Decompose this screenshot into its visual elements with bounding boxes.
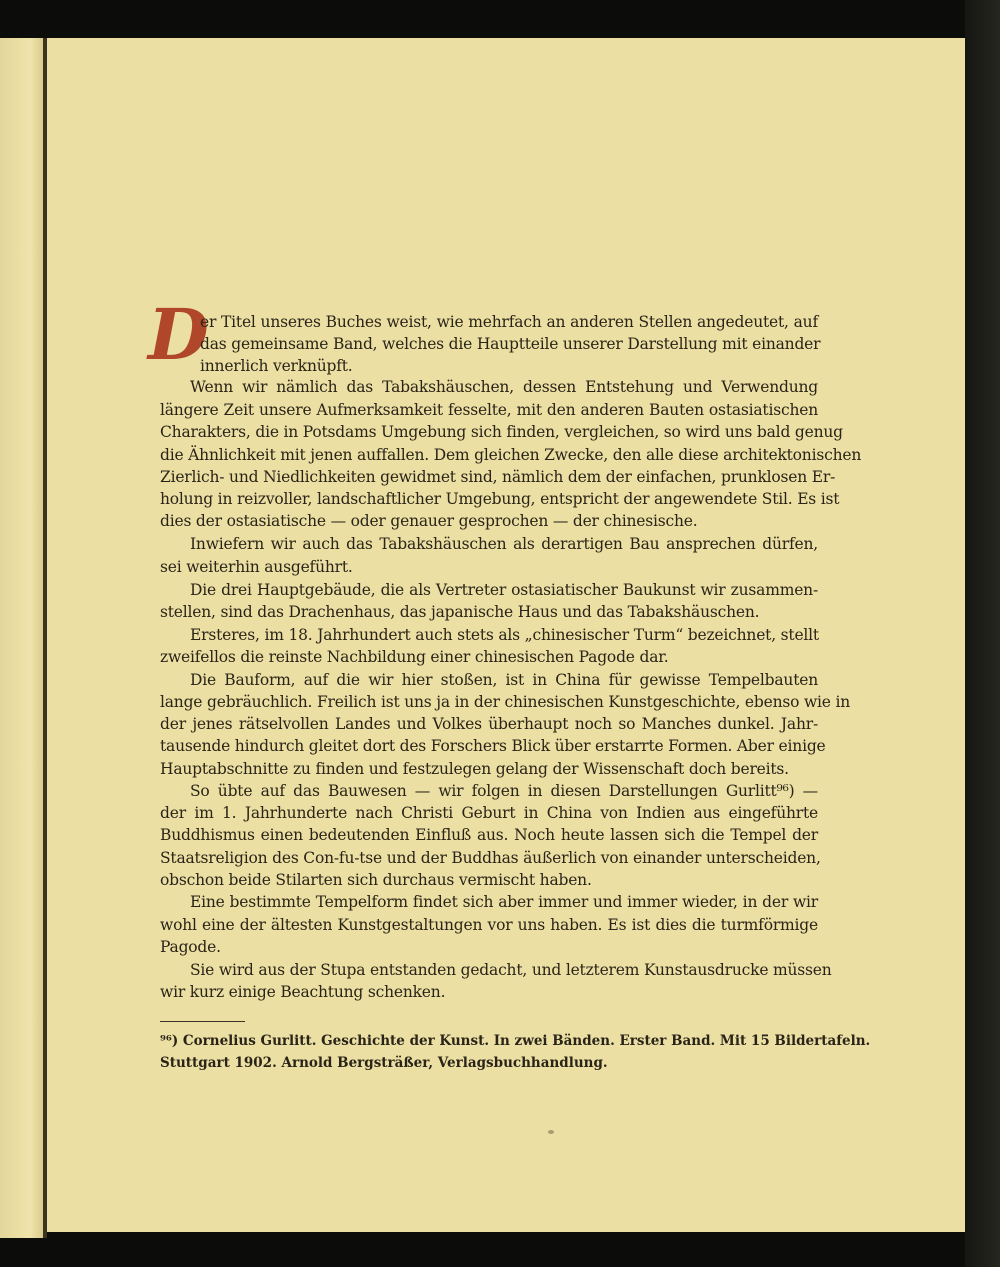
- footnote-rule: [160, 1021, 245, 1022]
- text-line: lange gebräuchlich. Freilich ist uns ja in der chinesischen Kunstgeschichte, ebenso wie in: [160, 693, 851, 711]
- text-line: Hauptabschnitte zu finden und festzulegen gelang der Wissenschaft doch bereits.: [160, 760, 789, 778]
- text-line: dies der ostasiatische — oder genauer gesprochen — der chinesische.: [160, 512, 698, 530]
- text-line: Staatsreligion des Con-fu-tse und der Buddhas äußerlich von einander unterscheiden,: [160, 849, 821, 867]
- footnote-line: ⁹⁶) Cornelius Gurlitt. Geschichte der Kunst. In zwei Bänden. Erster Band. Mit 15 Bildertafeln.: [160, 1033, 871, 1049]
- text-line: die Ähnlichkeit mit jenen auffallen. Dem gleichen Zwecke, den alle diese architektonischen: [160, 446, 862, 464]
- text-line: sei weiterhin ausgeführt.: [160, 558, 353, 576]
- text-line: der jenes rätselvollen Landes und Volkes überhaupt noch so Manches dunkel. Jahr-: [160, 715, 818, 733]
- text-line: Inwiefern wir auch das Tabakshäuschen als derartigen Bau ansprechen dürfen,: [190, 535, 818, 553]
- text-line: zweifellos die reinste Nachbildung einer chinesischen Pagode dar.: [160, 648, 669, 666]
- text-line: wohl eine der ältesten Kunstgestaltungen vor uns haben. Es ist dies die turmförmige: [160, 916, 818, 934]
- text-line: tausende hindurch gleitet dort des Forschers Blick über erstarrte Formen. Aber einige: [160, 737, 826, 755]
- text-line: Eine bestimmte Tempelform findet sich aber immer und immer wieder, in der wir: [190, 893, 818, 911]
- text-line: Wenn wir nämlich das Tabakshäuschen, dessen Entstehung und Verwendung: [190, 378, 818, 396]
- text-line: längere Zeit unsere Aufmerksamkeit fesselte, mit den anderen Bauten ostasiatischen: [160, 401, 818, 419]
- text-line: Die Bauform, auf die wir hier stoßen, ist in China für gewisse Tempelbauten: [190, 671, 818, 689]
- text-line: wir kurz einige Beachtung schenken.: [160, 983, 446, 1001]
- text-line: Sie wird aus der Stupa entstanden gedacht, und letzterem Kunstausdrucke müssen: [190, 961, 832, 979]
- adjacent-page-edge: [0, 38, 43, 1238]
- scan-background: [965, 0, 1000, 1267]
- footnote-line: Stuttgart 1902. Arnold Bergsträßer, Verlagsbuchhandlung.: [160, 1055, 608, 1071]
- text-line: So übte auf das Bauwesen — wir folgen in diesen Darstellungen Gurlitt⁹⁶) —: [190, 782, 818, 800]
- text-line: Charakters, die in Potsdams Umgebung sich finden, vergleichen, so wird uns bald genug: [160, 423, 843, 441]
- text-line: Buddhismus einen bedeutenden Einfluß aus. Noch heute lassen sich die Tempel der: [160, 826, 818, 844]
- drop-cap-initial: D: [148, 293, 209, 376]
- text-line: stellen, sind das Drachenhaus, das japanische Haus und das Tabakshäuschen.: [160, 603, 760, 621]
- text-line: Ersteres, im 18. Jahrhundert auch stets als „chinesischer Turm“ bezeichnet, stellt: [190, 626, 819, 644]
- text-line: holung in reizvoller, landschaftlicher Umgebung, entspricht der angewendete Stil. Es ist: [160, 490, 840, 508]
- text-line: Zierlich- und Niedlichkeiten gewidmet sind, nämlich dem der einfachen, prunklosen Er-: [160, 468, 836, 486]
- text-line: obschon beide Stilarten sich durchaus vermischt haben.: [160, 871, 592, 889]
- text-line: innerlich verknüpft.: [200, 357, 353, 375]
- paper-blemish: [548, 1130, 554, 1134]
- text-line: der im 1. Jahrhunderte nach Christi Geburt in China von Indien aus eingeführte: [160, 804, 818, 822]
- text-line: das gemeinsame Band, welches die Hauptteile unserer Darstellung mit einander: [200, 335, 821, 353]
- text-line: er Titel unseres Buches weist, wie mehrfach an anderen Stellen angedeutet, auf: [200, 313, 818, 331]
- text-line: Die drei Hauptgebäude, die als Vertreter ostasiatischer Baukunst wir zusammen-: [190, 581, 818, 599]
- text-line: Pagode.: [160, 938, 221, 956]
